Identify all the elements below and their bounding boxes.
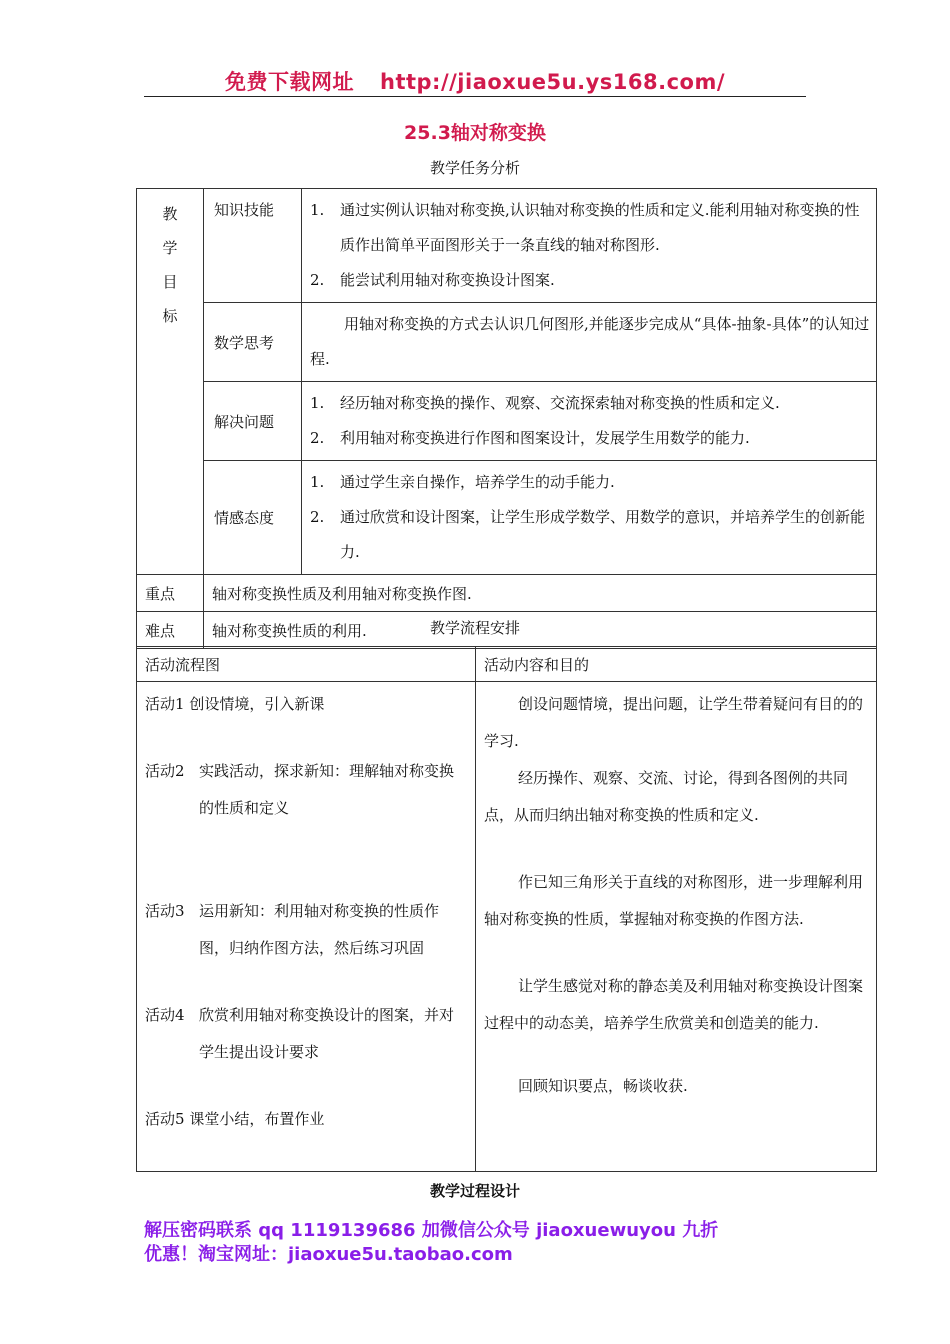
difficulty-label: 难点 bbox=[137, 612, 204, 649]
activity-5: 活动5 课堂小结，布置作业 bbox=[145, 1110, 325, 1128]
problem-content: 1. 经历轴对称变换的操作、观察、交流探索轴对称变换的性质和定义. 2. 利用轴对称变换进行作图和图案设计，发展学生用数学的能力. bbox=[302, 382, 877, 461]
problem-label: 解决问题 bbox=[204, 382, 302, 461]
site-label: 免费下载网址 bbox=[225, 70, 354, 94]
purpose-3: 作已知三角形关于直线的对称图形，进一步理解利用轴对称变换的性质，掌握轴对称变换的作图方法. bbox=[484, 873, 864, 928]
section-title-flow: 教学流程安排 bbox=[429, 619, 520, 637]
flow-header-activity: 活动流程图 bbox=[137, 647, 476, 682]
activity-2: 活动2 实践活动，探求新知：理解轴对称变换的性质和定义 bbox=[145, 762, 455, 817]
goals-vertical-label: 教 学 目 标 bbox=[137, 189, 204, 575]
activity-4: 活动4 欣赏利用轴对称变换设计的图案，并对学生提出设计要求 bbox=[145, 1006, 455, 1061]
purpose-1: 创设问题情境，提出问题，让学生带着疑问有目的的学习. bbox=[484, 695, 864, 750]
key-point-label: 重点 bbox=[137, 575, 204, 612]
purpose-2: 经历操作、观察、交流、讨论，得到各图例的共同点，从而归纳出轴对称变换的性质和定义. bbox=[484, 769, 849, 824]
page-header bbox=[144, 66, 806, 97]
knowledge-label: 知识技能 bbox=[204, 189, 302, 303]
purpose-4: 让学生感觉对称的静态美及利用轴对称变换设计图案过程中的动态美，培养学生欣赏美和创造美的能力. bbox=[484, 977, 864, 1032]
purpose-list bbox=[476, 682, 877, 1172]
flow-header-purpose: 活动内容和目的 bbox=[476, 647, 877, 682]
footer-promo bbox=[144, 1219, 844, 1267]
knowledge-content: 1. 通过实例认识轴对称变换,认识轴对称变换的性质和定义.能利用轴对称变换的性质作出简单平面图形关于一条直线的轴对称图形. 2. 能尝试利用轴对称变换设计图案. bbox=[302, 189, 877, 303]
thinking-content: 用轴对称变换的方式去认识几何图形,并能逐步完成从“具体-抽象-具体”的认知过程. bbox=[302, 303, 877, 382]
document-title: 25.3轴对称变换 bbox=[404, 122, 546, 144]
footer-line-2: 优惠！淘宝网址：jiaoxue5u.taobao.com bbox=[144, 1244, 513, 1265]
activity-1: 活动1 创设情境，引入新课 bbox=[145, 695, 325, 713]
key-point-text: 轴对称变换性质及利用轴对称变换作图. bbox=[204, 575, 877, 612]
emotion-content: 1. 通过学生亲自操作，培养学生的动手能力. 2. 通过欣赏和设计图案，让学生形成学数学、用数学的意识，并培养学生的创新能力. bbox=[302, 461, 877, 575]
site-url-link[interactable]: http://jiaoxue5u.ys168.com/ bbox=[380, 70, 725, 94]
purpose-5: 回顾知识要点，畅谈收获. bbox=[518, 1077, 688, 1095]
teaching-goals-table bbox=[136, 188, 877, 649]
section-title-task-analysis: 教学任务分析 bbox=[429, 159, 520, 177]
section-title-process: 教学过程设计 bbox=[429, 1182, 520, 1200]
emotion-label: 情感态度 bbox=[204, 461, 302, 575]
thinking-label: 数学思考 bbox=[204, 303, 302, 382]
activity-list bbox=[137, 682, 476, 1172]
activity-3: 活动3 运用新知：利用轴对称变换的性质作图，归纳作图方法，然后练习巩固 bbox=[145, 902, 440, 957]
difficulty-text: 轴对称变换性质的利用. bbox=[204, 612, 877, 649]
teaching-flow-table bbox=[136, 646, 877, 1172]
footer-line-1: 解压密码联系 qq 1119139686 加微信公众号 jiaoxuewuyou 九折 bbox=[144, 1220, 719, 1241]
